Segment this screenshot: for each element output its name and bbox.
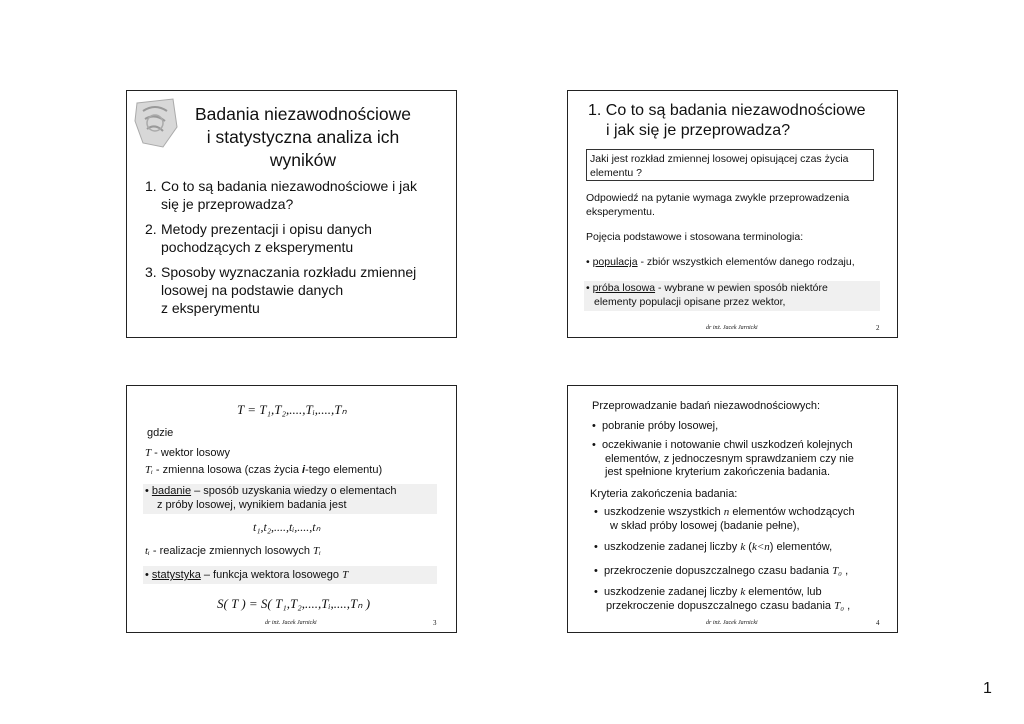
criterion-3: • przekroczenie dopuszczalnego czasu badania T₀ , xyxy=(594,565,849,577)
bullet-badanie: • badanie – sposób uzyskania wiedzy o elementach z próby losowej, wynikiem badania jest xyxy=(143,484,437,514)
vector-desc: T - wektor losowy xyxy=(145,447,230,459)
criterion-2: • uszkodzenie zadanej liczby k (k<n) elementów, xyxy=(594,541,833,553)
variable-desc: Tᵢ - zmienna losowa (czas życia i-tego elementu) xyxy=(145,464,383,476)
bullet-statystyka: • statystyka – funkcja wektora losowego T xyxy=(143,566,437,584)
slide-number: 2 xyxy=(876,324,880,332)
vector-formula: T = T₁,T₂,....,Tᵢ,....,Tₙ xyxy=(237,402,347,417)
slide-4-heading: Przeprowadzanie badań niezawodnościowych: xyxy=(592,400,821,412)
gdzie-label: gdzie xyxy=(147,427,174,439)
title-line: i statystyczna analiza ich xyxy=(206,127,400,147)
bullet-populacja: • populacja - zbiór wszystkich elementów danego rodzaju, xyxy=(586,256,855,268)
realization-desc: tᵢ - realizacje zmiennych losowych Tᵢ xyxy=(145,545,321,557)
title-line: Badania niezawodnościowe xyxy=(195,104,411,124)
answer-text: Odpowiedź na pytanie wymaga zwykle przeprowadzenia eksperymentu. xyxy=(586,192,850,218)
criteria-heading: Kryteria zakończenia badania: xyxy=(590,488,738,500)
criterion-4: • uszkodzenie zadanej liczby k elementów, lub przekroczenie dopuszczalnego czasu badania T₀ , xyxy=(594,586,851,612)
footer-author: dr inż. Jacek Jarnicki xyxy=(265,620,317,626)
question-box: Jaki jest rozkład zmiennej losowej opisującej czas życia elementu ? xyxy=(586,149,874,181)
bullet-proba-losowa: • próba losowa - wybrane w pewien sposób niektóre elementy populacji opisane przez wektor, xyxy=(584,281,880,311)
slide-3 xyxy=(126,385,457,633)
list-item: 3. Sposoby wyznaczania rozkładu zmiennej losowej na podstawie danych z eksperymentu xyxy=(145,264,417,316)
title-line: wyników xyxy=(269,150,337,170)
slide-1 xyxy=(126,90,457,338)
slide-1-title xyxy=(183,103,423,172)
criterion-1: • uszkodzenie wszystkich n elementów wchodzących w skład próby losowej (badanie pełne), xyxy=(594,506,855,532)
slide-number: 3 xyxy=(433,619,437,627)
slide-number: 4 xyxy=(876,619,880,627)
slide-2 xyxy=(567,90,898,338)
statistic-formula: S( T ) = S( T₁,T₂,....,Tᵢ,....,Tₙ ) xyxy=(217,596,371,611)
page-number: 1 xyxy=(983,680,992,697)
list-item: 2. Metody prezentacji i opisu danych pochodzących z eksperymentu xyxy=(145,221,372,255)
list-item: 1. Co to są badania niezawodnościowe i jak się je przeprowadza? xyxy=(145,178,418,212)
realization-formula: t₁,t₂,....,tᵢ,....,tₙ xyxy=(253,520,321,534)
slide-2-title: 1. Co to są badania niezawodnościowe i jak się je przeprowadza? xyxy=(588,102,866,139)
step-2: • oczekiwanie i notowanie chwil uszkodzeń kolejnych elementów, z jednoczesnym sprawdzaniem czy nie jest spełnione kryterium zakończenia badania. xyxy=(592,439,854,478)
university-seal-logo xyxy=(133,97,179,149)
outline-list xyxy=(145,177,450,324)
step-1: • pobranie próby losowej, xyxy=(592,420,719,432)
slide-4 xyxy=(567,385,898,633)
footer-author: dr inż. Jacek Jarnicki xyxy=(706,620,758,626)
terms-intro: Pojęcia podstawowe i stosowana terminologia: xyxy=(586,231,804,243)
footer-author: dr inż. Jacek Jarnicki xyxy=(706,325,758,331)
